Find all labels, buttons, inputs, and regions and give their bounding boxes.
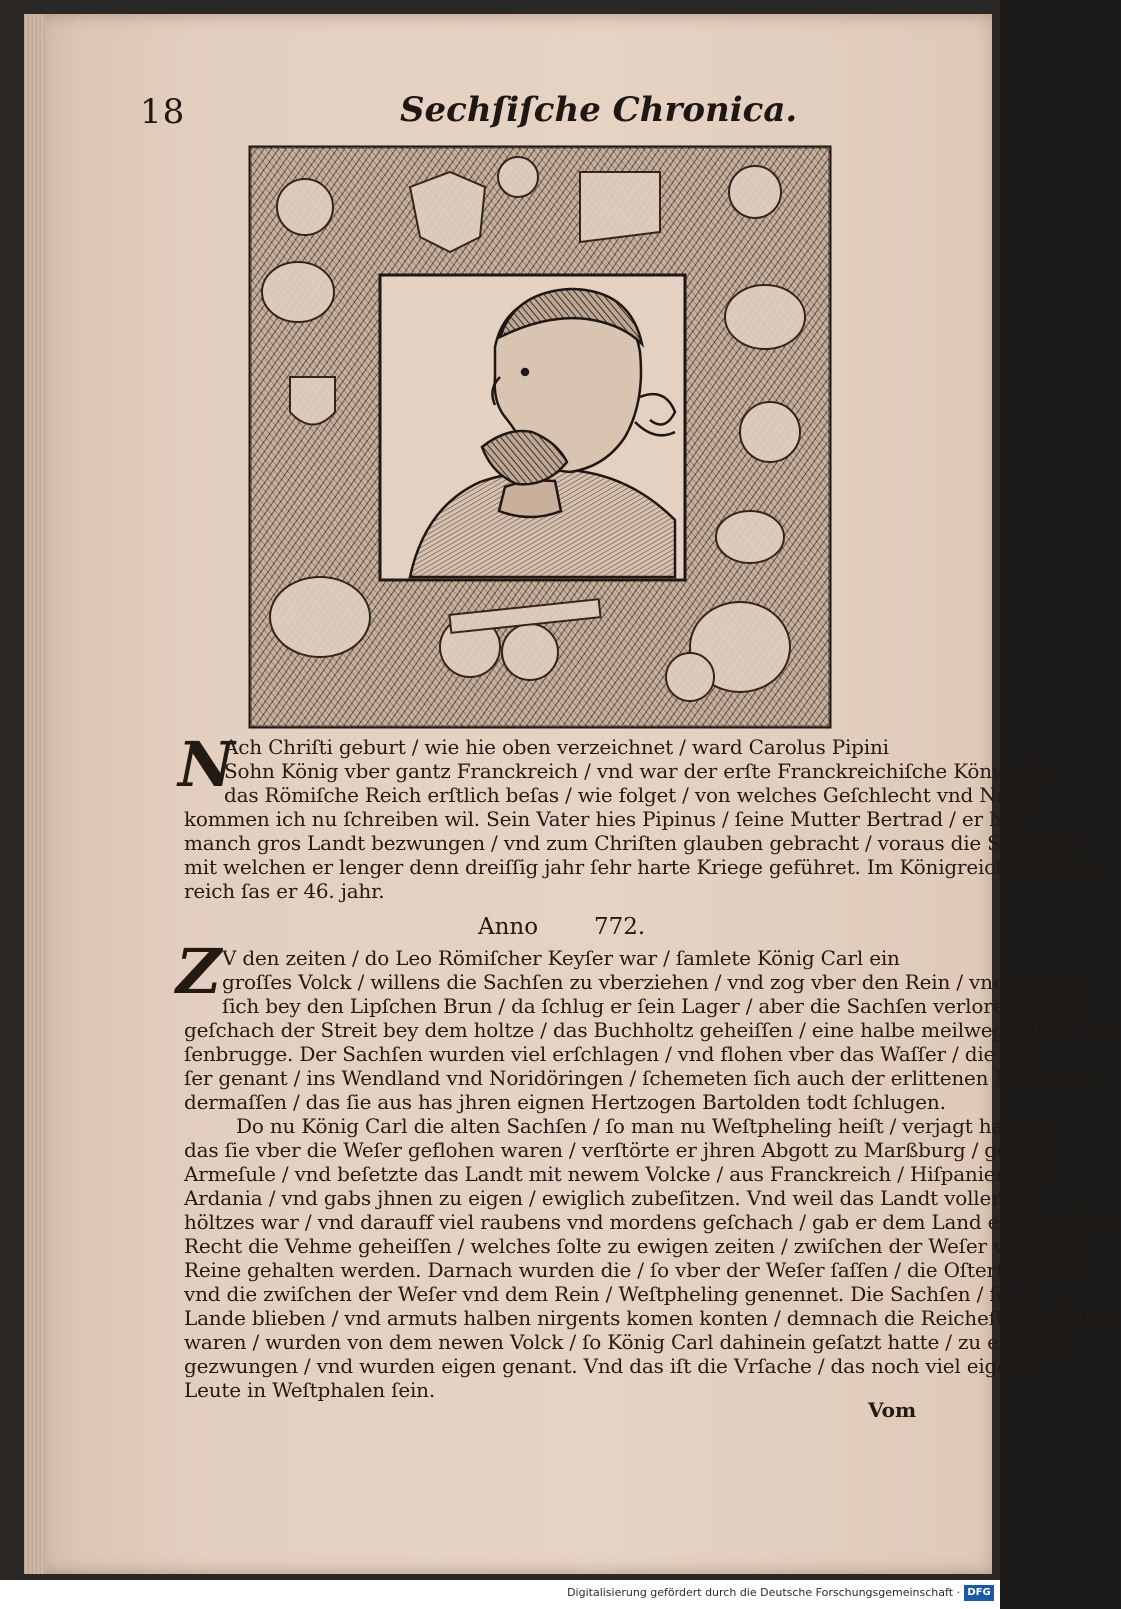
footer-credit: Digitalisierung gefördert durch die Deutsche Forschungsgemeinschaft · [567, 1586, 960, 1599]
text-line: das Römiſche Reich erſtlich beſas / wie folget / von welches Geſchlecht vnd Nach- [224, 783, 1039, 807]
drum-left [262, 262, 334, 322]
text-line: Reine gehalten werden. Darnach wurden die / ſo vber der Weſer ſaſſen / die Oſterſachſen / [184, 1258, 1083, 1282]
text-line: manch gros Landt bezwungen / vnd zum Chriſten glauben gebracht / voraus die Sachſen / [184, 831, 1081, 855]
page-number: 18 [140, 92, 186, 132]
text-line: Do nu König Carl die alten Sachſen / ſo man nu Weſtpheling heiſt / verjagt hatte / [236, 1114, 1044, 1138]
text-line: Recht die Vehme geheiſſen / welches ſolte zu ewigen zeiten / zwiſchen der Weſer vnd dem [184, 1234, 1079, 1258]
text-line: Leute in Weſtphalen ſein. [184, 1378, 436, 1402]
cherub-right [729, 166, 781, 218]
text-line: das ſie vber die Weſer geflohen waren / verſtörte er jhren Abgott zu Marßburg / genant [184, 1138, 1054, 1162]
running-head: Sechſiſche Chronica. [400, 90, 798, 130]
text-line: Ach Chriſti geburt / wie hie oben verzeichnet / ward Carolus Pipini [224, 735, 889, 759]
text-line: Armeſule / vnd beſetzte das Landt mit newem Volcke / aus Franckreich / Hiſpanien vnd [184, 1162, 1051, 1186]
text-line: ſer genant / ins Wendland vnd Noridöringen / ſchemeten ſich auch der erlittenen Niderlage [184, 1066, 1094, 1090]
armor-pile-left [270, 577, 370, 657]
text-line: vnd die zwiſchen der Weſer vnd dem Rein / Weſtpheling genennet. Die Sachſen / ſo im [184, 1282, 1040, 1306]
text-line: mit welchen er lenger denn dreiſſig jahr ſehr harte Kriege geführet. Im Königreiche Franck- [184, 855, 1103, 879]
drop-cap-z: Z [176, 935, 222, 1008]
text-line: Ardania / vnd gabs jhnen zu eigen / ewiglich zubeſitzen. Vnd weil das Landt voller Ge- [184, 1186, 1041, 1210]
catchword: Vom [868, 1398, 917, 1422]
woodcut-portrait [250, 147, 830, 727]
dfg-logo: DFG [964, 1585, 994, 1601]
anno-year: 772. [594, 914, 646, 940]
text-line: V den zeiten / do Leo Römiſcher Keyſer war / ſamlete König Carl ein [222, 946, 900, 970]
drop-cap-n: N [178, 728, 235, 801]
text-line: Lande blieben / vnd armuts halben nirgents komen konten / demnach die Reicheſten geflohen [184, 1306, 1121, 1330]
anno-label: Anno [478, 914, 539, 940]
fleur-de-lis-banner [580, 172, 660, 242]
text-line: kommen ich nu ſchreiben wil. Sein Vater hies Pipinus / ſeine Mutter Bertrad / er hat [184, 807, 1022, 831]
rosette-ornament [740, 402, 800, 462]
text-line: reich ſas er 46. jahr. [184, 879, 385, 903]
text-line: waren / wurden von dem newen Volck / ſo König Carl dahinein geſatzt hatte / zu erbeiten [184, 1330, 1071, 1354]
text-line: dermaſſen / das ſie aus has jhren eignen Hertzogen Bartolden todt ſchlugen. [184, 1090, 946, 1114]
cherub-left [277, 179, 333, 235]
cherub-lower-right [716, 511, 784, 563]
text-line: groſſes Volck / willens die Sachſen zu vberziehen / vnd zog vber den Rein / vnd lagerte [222, 970, 1083, 994]
text-line: gezwungen / vnd wurden eigen genant. Vnd das iſt die Vrſache / das noch viel eigener [184, 1354, 1043, 1378]
page-edges [24, 14, 46, 1574]
text-line: ſenbrugge. Der Sachſen wurden viel erſchlagen / vnd flohen vber das Waſſer / die We- [184, 1042, 1039, 1066]
text-line: geſchach der Streit bey dem holtze / das Buchholtz geheiſſen / eine halbe meilweges bey Och- [184, 1018, 1121, 1042]
shield-face [290, 377, 335, 425]
drum-right [725, 285, 805, 349]
text-line: Sohn König vber gantz Franckreich / vnd war der erſte Franckreichiſche König / ſo [224, 759, 1049, 783]
wheel-ornament [498, 157, 538, 197]
text-line: höltzes war / vnd darauff viel raubens vnd mordens geſchach / gab er dem Land ein heimlich [184, 1210, 1110, 1234]
text-line: ſich bey den Lipſchen Brun / da ſchlug er ſein Lager / aber die Sachſen verloren / vnnd [222, 994, 1085, 1018]
